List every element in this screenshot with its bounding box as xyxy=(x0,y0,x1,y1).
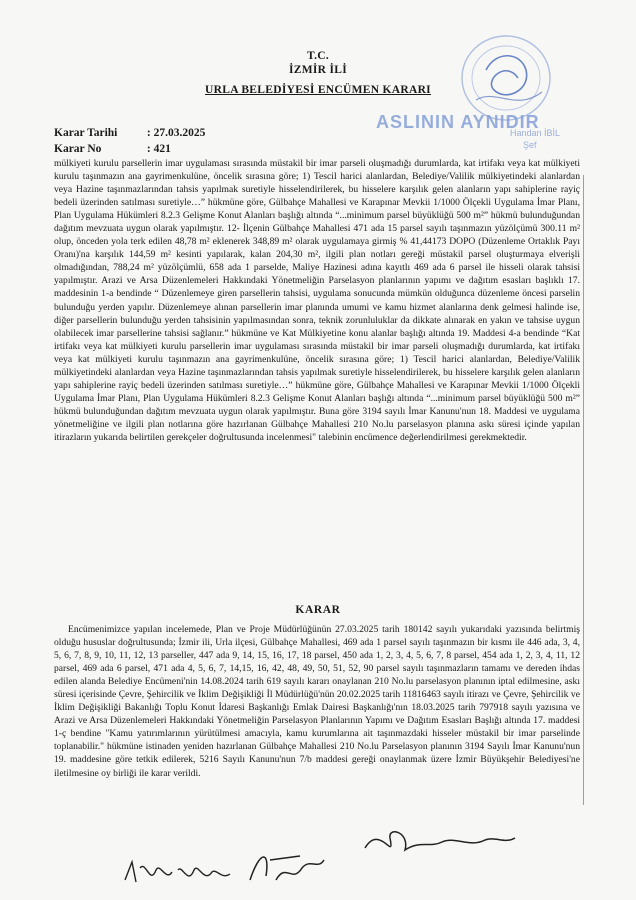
signature-3 xyxy=(240,840,330,890)
document-title: URLA BELEDİYESİ ENCÜMEN KARARI xyxy=(205,84,431,96)
margin-rule xyxy=(583,175,584,805)
stamp-signer-title: Şef xyxy=(523,140,537,150)
decision-date-label: Karar Tarihi xyxy=(54,127,118,139)
body-paragraph-1: mülkiyeti kurulu parsellerin imar uygulaması sırasında müstakil bir imar parseli oluşmadığı durumlarda, kat irtifakı veya kat mülkiyeti kurulu taşınmazın ana gayrimenkulüne, öncelik sırasına göre; 1) Tescil harici alanlardan, Belediye/Valilik mülkiyetindeki alanlardan veya Hazine taşınmazlarından tahsis yapılmak suretiyle hisselendirilerek, bu hisselere karşılık gelen alanların yapı sahiplerine rayiç bedeli üzerinden satılması suretiyle…” hükmüne göre, Gülbahçe Mahallesi ve Karapınar Mevkii 1/1000 Ölçekli Uygulama İmar Planı, Plan Uygulama Hükümleri 8.2.3 Gelişme Konut Alanları başlığı altında “...minimum parsel büyüklüğü 500 m²” hükmü bulunduğundan dağıtım mevzuata uygun olarak yapılmıştır. 12- İlçenin Gülbahçe Mahallesi 471 ada 15 parsel sayılı taşınmazın yüzölçümü 300.11 m² olup, önceden yola terk edilen 48,78 m² eklenerek 348,89 m² olarak uygulamaya girmiş % 41,44173 DOPO (Düzenleme Ortaklık Payı Oranı)'na karşılık 144,59 m² kesinti yapılarak, kalan 204,30 m², ilgili plan notları gereği müstakil parsel oluşturmaya elverişli olmadığından, 788,24 m² yüzölçümlü, 658 ada 1 parselde, Maliye Hazinesi adına kayıtlı 469 ada 6 parsel ile hisseli olarak tahsisi yapılmıştır. Arazi ve Arsa Düzenlemeleri Hakkındaki Yönetmeliğin Parselasyon planlarının yapımı ve dağıtım esasları başlıklı 17. maddesinin 1-a bendinde “ Düzenlemeye giren parsellerin tahsisi, uygulama sonucunda mümkün olduğunca düzenleme öncesi parselin bulunduğu yerden yapılır. Düzenlemeye alınan parsellerin imar planında umumi ve kamu hizmet alanlarına denk gelmesi halinde ise, diğer parsellerin bulunduğu yerden tahsisinin yapılmasından sonra, teknik zorunluluklar da dikkate alınarak en yakın ve tahsise uygun olabilecek imar parsellerine tahsisi sağlanır.” hükmüne ve Kat Mülkiyetine konu alanlar başlığı altında 19. Maddesi 4-a bendinde “Kat irtifakı veya kat mülkiyeti kurulu parsellerin imar uygulaması sırasında müstakil bir imar parseli oluşmadığı durumlarda, kat irtifakı veya kat mülkiyeti kurulu taşınmazın ana gayrimenkulüne, öncelik sırasına göre; 1) Tescil harici alanlardan, Belediye/Valilik mülkiyetindeki alanlardan veya Hazine taşınmazlarından tahsis yapılmak suretiyle hisselendirilerek, bu hisselere karşılık gelen alanların yapı sahiplerine rayiç bedeli üzerinden satılması suretiyle…” hükmüne göre, Gülbahçe Mahallesi ve Karapınar Mevkii 1/1000 Ölçekli Uygulama İmar Planı, Plan Uygulama Hükümleri 8.2.3 Gelişme Konut Alanları başlığı altında “...minimum parsel büyüklüğü 500 m²” hükmü bulunduğundan dağıtım mevzuata uygun olarak yapılmıştır. Buna göre 3194 sayılı İmar Kanunu'nun 18. Maddesi ve uygulama yönetmeliğine ve ilgili plan notlarına göre hazırlanan Gülbahçe Mahallesi 210 No.lu parselasyon planına askı süresi içinde yapılan itirazların yukarıda belirtilen gerekçeler doğrultusunda incelenmesi" talebinin encümence değerlendirilmesi gerekmektedir. xyxy=(54,158,580,443)
decision-date-row xyxy=(54,127,205,139)
decision-number-value: : 421 xyxy=(146,143,171,155)
body-paragraph-decision: Encümenimizce yapılan incelemede, Plan ve Proje Müdürlüğünün 27.03.2025 tarih 180142 sayılı yukarıdaki yazısında belirtmiş olduğu hususlar doğrultusunda; İzmir ili, Urla ilçesi, Gülbahçe Mahallesi, 469 ada 1 parsel sayılı taşınmazın bir kısmı ile 446 ada, 3, 4, 5, 6, 7, 8, 9, 10, 11, 12, 13 parseller, 447 ada 9, 14, 15, 16, 17, 18 parsel, 450 ada 1, 2, 3, 4, 5, 6, 7, 8 parsel, 454 ada 1, 2, 3, 4, 11, 12 parsel, 469 ada 6 parsel, 471 ada 4, 5, 6, 7, 14,15, 16, 42, 48, 49, 50, 51, 52, 90 parsel sayılı taşınmazların tamamı ve dereden ihdas edilen alanda Belediye Encümeni'nin 14.08.2024 tarih 619 sayılı kararı onaylanan 210 No.lu parselasyon planının iptal edilmesine, askı süresi içerisinde Çevre, Şehircilik ve İklim Değişikliği İl Müdürlüğü'nün 20.02.2025 tarih 11816463 sayılı itirazı ve Çevre, Şehircilik ve İklim Değişikliği Bakanlığı Toplu Konut İdaresi Başkanlığı Emlak Dairesi Başkanlığı'nın 18.03.2025 tarih 797918 sayılı yazısına ve Arazi ve Arsa Düzenlemeleri Hakkındaki Yönetmeliğin Parselasyon Planlarının Yapımı ve Dağıtım Esasları Başlığı altında 17. maddesi 1-ç bendine "Kamu yatırımlarının yürütülmesi amacıyla, kamu kurumlarına ait taşınmazdaki hisseler müstakil bir imar parselinde toplanabilir." hükmüne istinaden yeniden hazırlanan Gülbahçe Mahallesi 210 No.lu Parselasyon planının 3194 Sayılı İmar Kanunu'nun 19. maddesine göre tetkik edilerek, 5216 Sayılı Kanunu'nun 7/b maddesi gereği onaylanmak üzere İzmir Büyükşehir Belediyesi'ne iletilmesine oy birliği ile karar verildi. xyxy=(54,624,580,779)
stamp-signer-name: Handan İBİL xyxy=(510,128,561,138)
signature-1 xyxy=(360,818,520,868)
decision-number-row xyxy=(54,143,171,155)
header-tc: T.C. xyxy=(306,50,330,62)
decision-number-label: Karar No xyxy=(54,143,102,155)
signature-2 xyxy=(120,850,240,895)
header-province: İZMİR İLİ xyxy=(289,64,347,76)
karar-heading: KARAR xyxy=(295,604,341,616)
certified-copy-stamp: ASLININ AYNIDIR xyxy=(376,112,540,132)
decision-date-value: : 27.03.2025 xyxy=(146,127,206,139)
